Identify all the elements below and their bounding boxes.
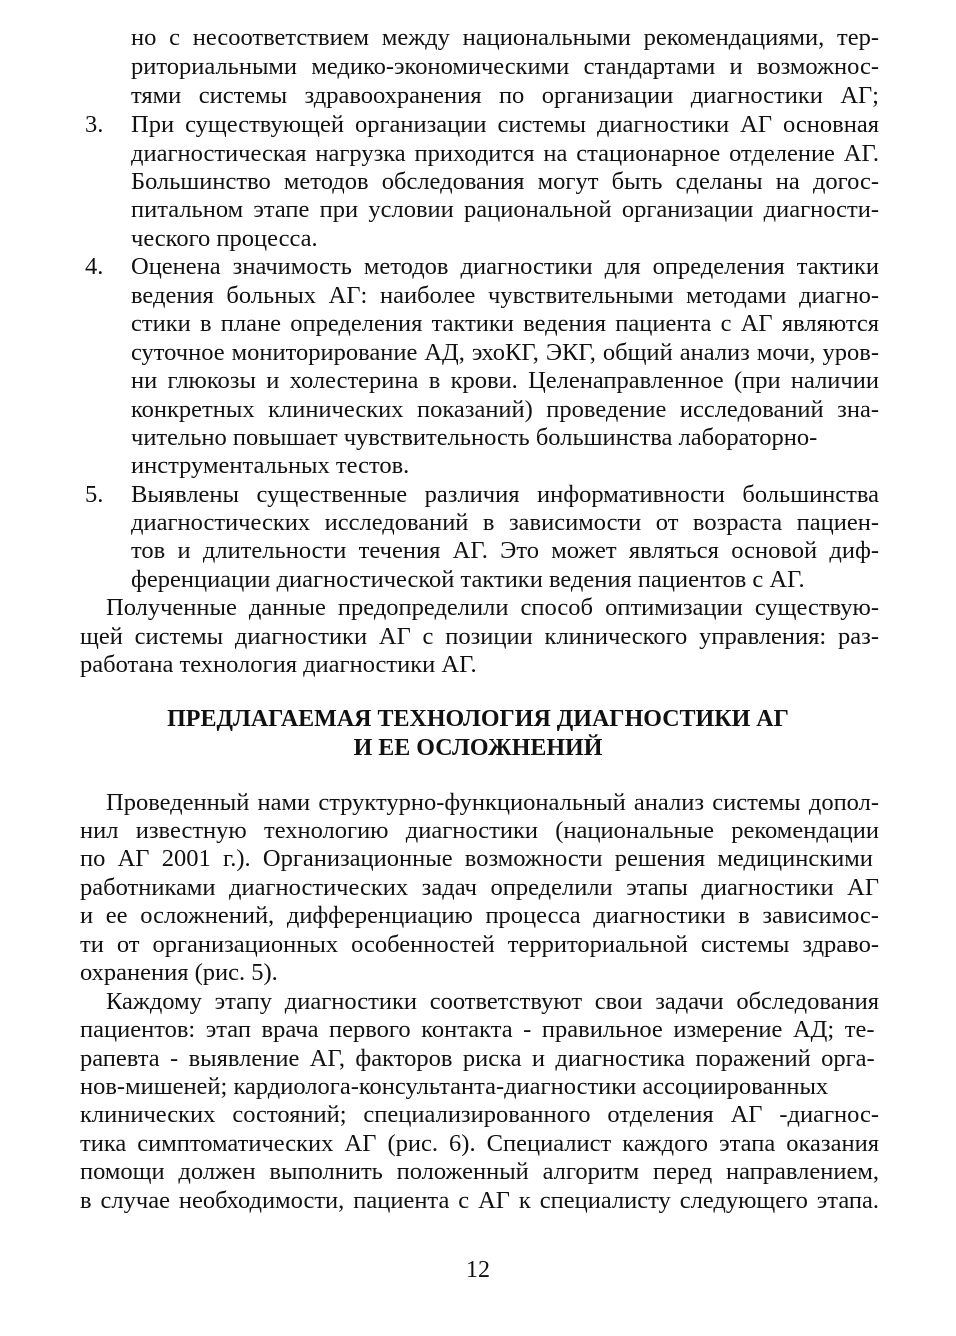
- text-line: но с несоответствием между национальными рекомендациями, тер-: [131, 24, 880, 51]
- text-line: конкретных клинических показаний) проведение исследований зна-: [131, 396, 879, 423]
- text-line: ведения больных АГ: наиболее чувствительными методами диагно-: [131, 282, 880, 309]
- text-line: Каждому этапу диагностики соответствуют свои задачи обследования: [106, 988, 880, 1015]
- text-line: помощи должен выполнить положенный алгоритм перед направлением,: [80, 1158, 879, 1185]
- text-line: диагностическая нагрузка приходится на стационарное отделение АГ.: [131, 140, 879, 167]
- text-line: При существующей организации системы диагностики АГ основная: [131, 111, 879, 138]
- list-item-number: 5.: [85, 481, 104, 508]
- text-line: пациентов: этап врача первого контакта - правильное измерение АД; те-: [80, 1016, 875, 1043]
- text-line: тика симптоматических АГ (рис. 6). Специалист каждого этапа оказания: [80, 1130, 879, 1157]
- text-line: чительно повышает чувствительность большинства лабораторно-: [131, 424, 818, 451]
- text-line: Выявлены существенные различия информативности большинства: [131, 481, 879, 508]
- text-line: щей системы диагностики АГ с позиции клинического управления: раз-: [80, 623, 880, 650]
- text-line: суточное мониторирование АД, эхоКГ, ЭКГ, общий анализ мочи, уров-: [131, 339, 879, 366]
- text-line: в случае необходимости, пациента с АГ к специалисту следующего этапа.: [80, 1187, 879, 1214]
- text-line: риториальными медико-экономическими стандартами и возможнос-: [131, 53, 879, 80]
- text-line: работниками диагностических задач определили этапы диагностики АГ: [80, 874, 879, 901]
- text-line: нил известную технологию диагностики (национальные рекомендации: [80, 817, 879, 844]
- text-line: стики в плане определения тактики ведения пациента с АГ являются: [131, 310, 879, 337]
- section-heading-line: И ЕЕ ОСЛОЖНЕНИЙ: [353, 735, 603, 761]
- text-line: охранения (рис. 5).: [80, 959, 278, 986]
- text-line: и ее осложнений, дифференциацию процесса диагностики в зависимос-: [80, 902, 879, 929]
- text-line: инструментальных тестов.: [131, 452, 410, 479]
- text-line: Проведенный нами структурно-функциональный анализ системы допол-: [106, 789, 879, 816]
- text-line: диагностических исследований в зависимости от возраста пациен-: [131, 509, 879, 536]
- text-line: ни глюкозы и холестерина в крови. Целенаправленное (при наличии: [131, 367, 879, 394]
- text-line: ческого процесса.: [131, 225, 318, 252]
- text-line: рапевта - выявление АГ, факторов риска и диагностика поражений орга-: [80, 1045, 875, 1072]
- text-line: ти от организационных особенностей территориальной системы здраво-: [80, 931, 879, 958]
- list-item-number: 3.: [85, 111, 104, 138]
- text-line: нов-мишеней; кардиолога-консультанта-диагностики ассоциированных: [80, 1073, 829, 1100]
- text-line: ференциации диагностической тактики ведения пациентов с АГ.: [131, 566, 805, 593]
- list-item-number: 4.: [85, 253, 104, 280]
- text-line: клинических состояний; специализированного отделения АГ -диагнос-: [80, 1101, 880, 1128]
- text-line: тов и длительности течения АГ. Это может являться основой диф-: [131, 537, 880, 564]
- text-line: питальном этапе при условии рациональной организации диагности-: [131, 196, 879, 223]
- page-number: 12: [466, 1257, 490, 1283]
- text-line: Полученные данные предопределили способ оптимизации существую-: [106, 594, 880, 621]
- text-line: Оценена значимость методов диагностики для определения тактики: [131, 253, 880, 280]
- text-line: тями системы здравоохранения по организации диагностики АГ;: [131, 82, 879, 109]
- text-line: работана технология диагностики АГ.: [80, 651, 477, 678]
- text-line: Большинство методов обследования могут быть сделаны на догос-: [131, 168, 879, 195]
- section-heading-line: ПРЕДЛАГАЕМАЯ ТЕХНОЛОГИЯ ДИАГНОСТИКИ АГ: [167, 706, 789, 732]
- text-line: по АГ 2001 г.). Организационные возможности решения медицинскими: [80, 845, 873, 872]
